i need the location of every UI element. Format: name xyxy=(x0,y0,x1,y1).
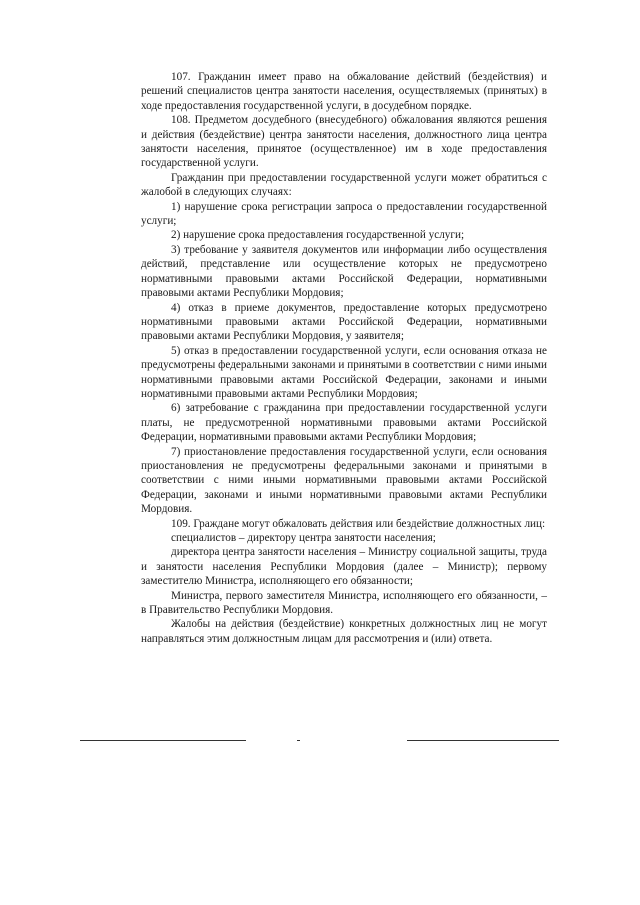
appeal-director: директора центра занятости населения – Министру социальной защиты, труда и занятости населения Республики Мордовия (далее – Министр); первому заместителю Министра, исполняющего его обязанности; xyxy=(141,546,547,588)
appeal-minister: Министра, первого заместителя Министра, исполняющего его обязанности, – в Правительство Республики Мордовия. xyxy=(141,589,547,617)
paragraph-complaints-restriction: Жалобы на действия (бездействие) конкретных должностных лиц не могут направляться этим должностным лицам для рассмотрения и (или) ответа. xyxy=(141,618,547,645)
footer-line-left xyxy=(80,740,246,741)
paragraph-complaint-intro: Гражданин при предоставлении государственной услуги может обратиться с жалобой в следующих случаях: xyxy=(141,171,547,199)
list-item-6: 6) затребование с гражданина при предоставлении государственной услуги платы, не предусмотренной нормативными правовыми актами Российской Федерации, нормативными правовыми актами Республики Мордовия; xyxy=(141,402,547,444)
paragraph-108: 108. Предметом досудебного (внесудебного) обжалования являются решения и действия (бездействие) центра занятости населения, должностного лица центра занятости населения, принятое (осуществленное) им в ходе предоставления государственной услуги. xyxy=(141,114,547,170)
list-item-7: 7) приостановление предоставления государственной услуги, если основания приостановления не предусмотрены федеральными законами и принятыми в соответствии с ними иными нормативными правовыми актами Российской Федерации, законами и иными нормативными правовыми актами Республики Мордовия. xyxy=(141,445,547,516)
list-item-1: 1) нарушение срока регистрации запроса о предоставлении государственной услуги; xyxy=(141,200,547,228)
footer-line-mark xyxy=(297,740,300,741)
appeal-specialists: специалистов – директору центра занятости населения; xyxy=(171,532,436,544)
paragraph-109: 109. Граждане могут обжаловать действия или бездействие должностных лиц: xyxy=(171,517,546,530)
list-item-4: 4) отказ в приеме документов, предоставление которых предусмотрено нормативными правовыми актами Российской Федерации, нормативными правовыми актами Республики Мордовия, у заявителя; xyxy=(141,301,547,343)
list-item-5: 5) отказ в предоставлении государственной услуги, если основания отказа не предусмотрены федеральными законами и принятыми в соответствии с ними иными нормативными правовыми актами Российской Федерации, законами и иными нормативными правовыми актами Республики Мордовия; xyxy=(141,344,547,400)
list-item-2: 2) нарушение срока предоставления государственной услуги; xyxy=(171,229,465,242)
list-item-3: 3) требование у заявителя документов или информации либо осуществления действий, представление или осуществление которых не предусмотрено нормативными правовыми актами Российской Федерации, нормативными правовыми актами Республики Мордовия; xyxy=(141,243,547,300)
paragraph-107: 107. Гражданин имеет право на обжалование действий (бездействия) и решений специалистов центра занятости населения, осуществляемых (принятых) в ходе предоставления государственной услуги, в досудебном порядке. xyxy=(141,71,547,112)
footer-line-right xyxy=(407,740,559,741)
document-body xyxy=(141,70,547,646)
